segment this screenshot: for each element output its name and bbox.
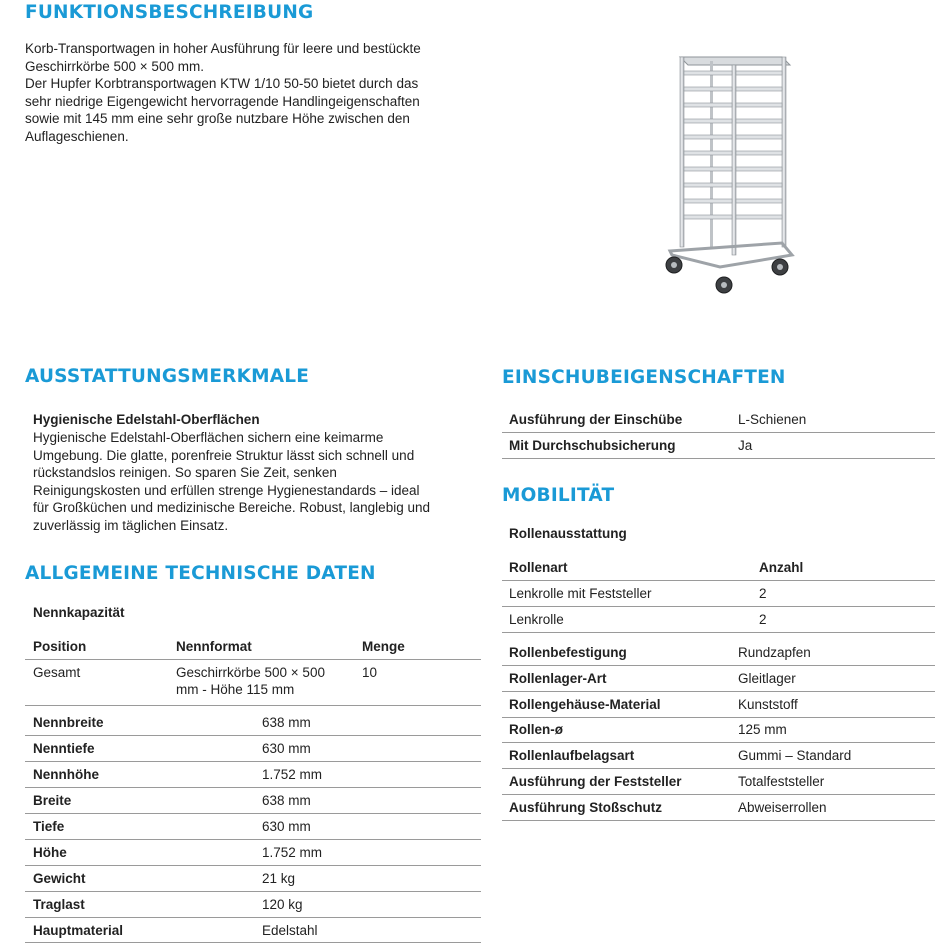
table-row: Tiefe 630 mm bbox=[25, 819, 481, 840]
table-row: Nennhöhe 1.752 mm bbox=[25, 767, 481, 788]
table-row: Ausführung der Einschübe L-Schienen bbox=[502, 412, 935, 433]
einschub-title: EINSCHUBEIGENSCHAFTEN bbox=[502, 367, 786, 388]
table-row: Mit Durchschubsicherung Ja bbox=[502, 438, 935, 459]
basket-cart-image bbox=[660, 55, 800, 300]
table-row: Traglast 120 kg bbox=[25, 897, 481, 918]
ausstattung-subtitle: Hygienische Edelstahl-Oberflächen bbox=[33, 412, 260, 427]
table-row: Nennbreite 638 mm bbox=[25, 715, 481, 736]
funktion-title: FUNKTIONSBESCHREIBUNG bbox=[25, 2, 314, 23]
table-row: Lenkrolle mit Feststeller 2 bbox=[502, 586, 935, 607]
table-row: Lenkrolle 2 bbox=[502, 612, 935, 633]
table-row: Gewicht 21 kg bbox=[25, 871, 481, 892]
table-row: Ausführung der Feststeller Totalfeststeller bbox=[502, 774, 935, 795]
rollenausstattung-label: Rollenausstattung bbox=[509, 526, 627, 541]
table-row: Nenntiefe 630 mm bbox=[25, 741, 481, 762]
rollen-header-row: Rollenart Anzahl bbox=[502, 560, 935, 581]
table-row: Rollengehäuse-Material Kunststoff bbox=[502, 697, 935, 718]
table-row: Rollenbefestigung Rundzapfen bbox=[502, 645, 935, 666]
table-row: Ausführung Stoßschutz Abweiserrollen bbox=[502, 800, 935, 821]
ausstattung-title: AUSSTATTUNGSMERKMALE bbox=[25, 366, 310, 387]
capacity-header-row: Position Nennformat Menge bbox=[25, 639, 481, 660]
mobilitaet-title: MOBILITÄT bbox=[502, 485, 615, 506]
ausstattung-description: Hygienische Edelstahl-Oberflächen sichern eine keimarme Umgebung. Die glatte, porenfreie Struktur lässt sich schnell und rückstandslos reinigen. So sparen Sie Zeit, senken Reinigungskosten und erfüllen strenge Hygienestandards – ideal für Großküchen und medizinische Bereiche. Robust, langlebig und zuverlässig im täglichen Einsatz. bbox=[33, 430, 430, 533]
table-row: Hauptmaterial Edelstahl bbox=[25, 923, 481, 943]
table-row: Rollenlager-Art Gleitlager bbox=[502, 671, 935, 692]
capacity-row: Gesamt Geschirrkörbe 500 × 500 mm - Höhe 115 mm 10 bbox=[25, 665, 481, 706]
table-row: Rollen-ø 125 mm bbox=[502, 722, 935, 743]
nennkapazitaet-label: Nennkapazität bbox=[33, 605, 125, 620]
technische-title: ALLGEMEINE TECHNISCHE DATEN bbox=[25, 563, 376, 584]
table-row: Rollenlaufbelagsart Gummi – Standard bbox=[502, 748, 935, 769]
table-row: Breite 638 mm bbox=[25, 793, 481, 814]
funktion-description: Korb-Transportwagen in hoher Ausführung für leere und bestückte Geschirrkörbe 500 × 500 mm. Der Hupfer Korbtransportwagen KTW 1/10 50-50 bietet durch das sehr niedrige Eigengewicht hervorragende Handlingeigenschaften sowie mit 145 mm eine sehr große nutzbare Höhe zwischen den Auflageschienen. bbox=[25, 41, 421, 144]
table-row: Höhe 1.752 mm bbox=[25, 845, 481, 866]
